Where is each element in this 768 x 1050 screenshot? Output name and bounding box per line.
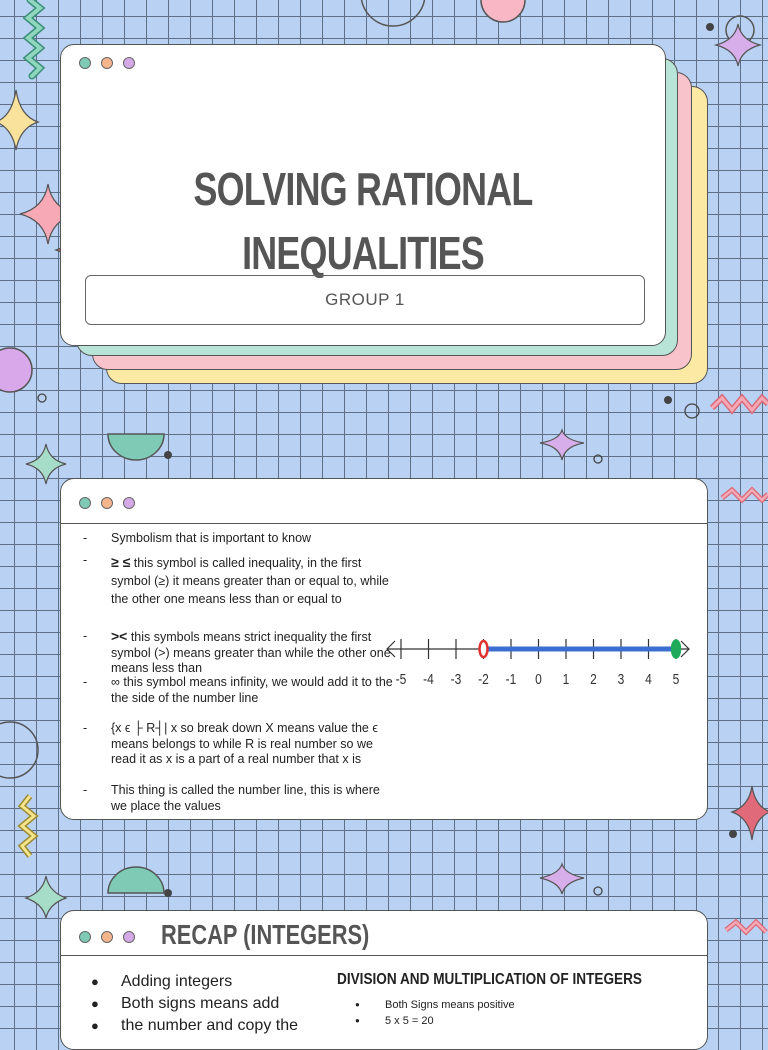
bullet-dash: -	[83, 675, 88, 689]
bullet-dash: -	[83, 783, 88, 797]
bullet-text	[111, 783, 393, 814]
number-line-label: 2	[590, 670, 597, 688]
sparkle-decoration	[26, 876, 66, 918]
number-line-label: -5	[395, 670, 407, 688]
number-line-label: 1	[562, 670, 570, 688]
dot-decoration	[164, 451, 172, 459]
window-dots	[79, 57, 135, 69]
purple-dot-icon	[123, 497, 135, 509]
ring-decoration	[685, 404, 699, 418]
sparkle-decoration	[26, 444, 66, 484]
zigzag-decoration	[22, 796, 34, 856]
recap-slide-card	[60, 910, 708, 1050]
symbolism-slide-card	[60, 478, 708, 820]
bullet-text-body: this symbols means strict inequality the first symbol (>) means greater than while the other one means less than	[111, 630, 391, 675]
list-item: ● the number and copy the	[91, 1015, 298, 1037]
bullet-text-body: Symbolism that is important to know	[111, 531, 312, 545]
bullet-text	[111, 629, 393, 677]
bullet-text	[111, 553, 393, 608]
bullet-dash: -	[83, 721, 88, 735]
circle-decoration	[0, 348, 32, 392]
window-dots	[79, 931, 135, 943]
green-dot-icon	[79, 497, 91, 509]
bullet-text-body: {x ϵ ├ R┤| x so break down X means value the ϵ means belongs to while R is real number so we read it as x is a part of a real number that x is	[111, 721, 378, 766]
title-line-1: SOLVING RATIONAL	[193, 163, 533, 215]
title-slide-card	[60, 44, 666, 346]
ring-decoration	[594, 455, 602, 463]
list-item: ● Both Signs means positive	[355, 997, 696, 1013]
purple-dot-icon	[123, 931, 135, 943]
sparkle-decoration	[732, 786, 768, 840]
list-item: ● Adding integers	[91, 971, 298, 993]
dot-decoration	[664, 396, 672, 404]
division-rules-list	[355, 997, 696, 1029]
circle-decoration	[0, 722, 38, 778]
number-line	[383, 625, 693, 688]
number-line-label: -4	[423, 670, 434, 688]
window-dots	[79, 497, 135, 509]
bullet-text	[111, 721, 393, 768]
bullet-dash: -	[83, 531, 88, 545]
ring-decoration	[38, 394, 46, 402]
subtitle-box: GROUP 1	[85, 275, 645, 325]
zigzag-decoration	[28, 0, 40, 76]
dot-decoration	[164, 889, 172, 897]
list-item: ● Both signs means add	[91, 993, 298, 1015]
sparkle-decoration	[0, 90, 38, 150]
division-multiplication-section	[337, 971, 696, 1029]
number-line-label: -2	[478, 670, 489, 688]
closed-endpoint	[672, 640, 681, 658]
list-item: ● 5 x 5 = 20	[355, 1013, 696, 1029]
circle-decoration	[481, 0, 525, 22]
number-line-label: 3	[617, 670, 625, 688]
bullet-text	[111, 531, 393, 547]
sparkle-decoration	[540, 864, 584, 894]
recap-title: RECAP (INTEGERS)	[161, 919, 370, 950]
orange-dot-icon	[101, 57, 113, 69]
number-line-label: 0	[535, 670, 542, 688]
orange-dot-icon	[101, 931, 113, 943]
inequality-symbol: ≥ ≤	[111, 554, 131, 570]
bullet-dash: -	[83, 629, 88, 643]
adding-integers-list	[91, 971, 298, 1037]
bullet-text-body: ∞ this symbol means infinity, we would add it to the the side of the number line	[111, 675, 393, 705]
bullet-text-body: this symbol is called inequality, in the first symbol (≥) it means greater than or equal to, while the other one means less than or equal to	[111, 556, 389, 606]
ring-decoration	[594, 887, 602, 895]
semicircle-decoration	[108, 434, 164, 460]
sparkle-decoration	[540, 430, 584, 460]
bullet-dash: -	[83, 553, 88, 567]
orange-dot-icon	[101, 497, 113, 509]
number-line-label: 5	[672, 670, 680, 688]
number-line-label: -1	[505, 670, 517, 688]
header-divider	[61, 523, 707, 524]
bullet-text-body: This thing is called the number line, this is where we place the values	[111, 783, 380, 813]
title-line-2: INEQUALITIES	[242, 227, 484, 279]
section-heading: DIVISION AND MULTIPLICATION OF INTEGERS	[337, 971, 642, 988]
circle-decoration	[361, 0, 425, 26]
dot-decoration	[729, 830, 737, 838]
purple-dot-icon	[123, 57, 135, 69]
header-divider	[61, 955, 707, 956]
semicircle-decoration	[108, 867, 164, 893]
bullet-text	[111, 675, 393, 706]
number-line-label: 4	[645, 670, 652, 688]
number-line-label: -3	[450, 670, 462, 688]
dot-decoration	[706, 23, 714, 31]
strict-inequality-symbol: ><	[111, 628, 128, 644]
green-dot-icon	[79, 57, 91, 69]
open-endpoint	[480, 641, 488, 657]
slide-title	[127, 157, 598, 285]
green-dot-icon	[79, 931, 91, 943]
